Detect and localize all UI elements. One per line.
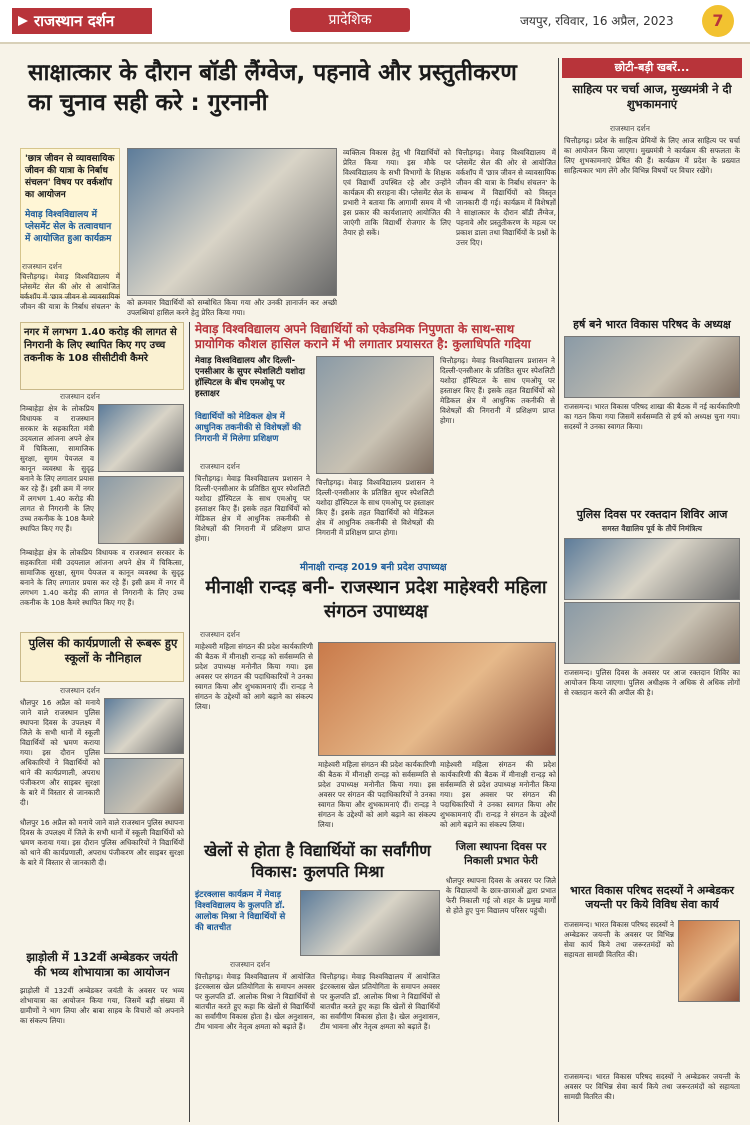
police-body-2: धौलपुर 16 अप्रैल को मनाये जाने वाले राजस्थान पुलिस स्थापना दिवस के उपलक्ष्य में जिले के सभी थानों में स्कूली विद्यार्थियों को भ्रमण कराया गया। इस दौरान पुलिस अधिकारियों ने विद्यार्थियों को थाने की कार्यप्रणाली, अपराध पंजीकरण और साइबर सुरक्षा के बारे में विस्तार से जानकारी दी। — [20, 818, 184, 867]
sports-byline: राजस्थान दर्शन — [230, 960, 270, 969]
sidebar-item4-body2: राजसमन्द। भारत विकास परिषद सदस्यों ने अम्बेडकर जयन्ती के अवसर पर विभिन्न सेवा कार्य किये तथा जरूरतमंदों को सहायता सामग्री वितरित की। — [564, 1072, 740, 1101]
police-photo-1 — [104, 698, 184, 754]
mahila-kicker: मीनाक्षी रान्दड़ 2019 बनी प्रदेश उपाध्यक्ष — [300, 562, 447, 573]
sidebar-item2-body: राजसमन्द। भारत विकास परिषद शाखा की बैठक में नई कार्यकारिणी का गठन किया गया जिसमें सर्वसम्मति से हर्ष को अध्यक्ष चुना गया। सदस्यों ने उनका स्वागत किया। — [564, 402, 740, 431]
police-photo-2 — [104, 758, 184, 814]
police-byline: राजस्थान दर्शन — [60, 686, 100, 695]
mewar-body-3: चित्तौड़गढ़। मेवाड़ विश्वविद्यालय प्रशासन ने दिल्ली-एनसीआर के प्रतिष्ठित सुपर स्पेशलिटी यशोदा हॉस्पिटल के साथ एमओयू पर हस्ताक्षर किए हैं। इसके तहत विद्यार्थियों को मेडिकल क्षेत्र में आधुनिक तकनीकी से विशेषज्ञों की निगरानी में प्रशिक्षण प्राप्त होगा। — [440, 356, 555, 425]
cctv-photo-1 — [98, 404, 184, 472]
lead-headline: साक्षात्कार के दौरान बॉडी लैंग्वेज, पहनावे और प्रस्तुतीकरण का चुनाव सही करे : गुरनानी — [28, 60, 517, 116]
lead-deck: 'छात्र जीवन से व्यावसायिक जीवन की यात्रा के निर्बाध संचलन' विषय पर वर्कशॉप का आयोजन — [25, 154, 115, 200]
mewar-body-2: चित्तौड़गढ़। मेवाड़ विश्वविद्यालय प्रशासन ने दिल्ली-एनसीआर के प्रतिष्ठित सुपर स्पेशलिटी यशोदा हॉस्पिटल के साथ एमओयू पर हस्ताक्षर किए हैं। इसके तहत विद्यार्थियों को मेडिकल क्षेत्र में आधुनिक तकनीकी से विशेषज्ञों की निगरानी में प्रशिक्षण प्राप्त होगा। — [316, 478, 434, 537]
sidebar-item3-body: राजसमन्द। पुलिस दिवस के अवसर पर आज रक्तदान शिविर का आयोजन किया जाएगा। पुलिस अधीक्षक ने अधिक से अधिक लोगों से रक्तदान करने की अपील की है। — [564, 668, 740, 697]
mewar-byline: राजस्थान दर्शन — [200, 462, 240, 471]
lead-subdeck: मेवाड़ विश्वविद्यालय में प्लेसमेंट सेल के तत्वावधान में आयोजित हुआ कार्यक्रम — [25, 210, 112, 244]
sidebar-item2-headline: हर्ष बने भारत विकास परिषद के अध्यक्ष — [573, 318, 731, 331]
mahila-body-3: माहेश्वरी महिला संगठन की प्रदेश कार्यकारिणी की बैठक में मीनाक्षी रान्दड़ को सर्वसम्मति से प्रदेश उपाध्यक्ष मनोनीत किया गया। इस अवसर पर संगठन की पदाधिकारियों ने उनका स्वागत किया और शुभकामनाएं दीं। रान्दड़ ने संगठन के उद्देश्यों को आगे बढ़ाने का संकल्प लिया। — [440, 760, 556, 829]
sidebar-item3-photo2 — [564, 602, 740, 664]
lead-body-2: व्यक्तित्व विकास हेतु भी विद्यार्थियों को प्रेरित किया गया। इस मौके पर विश्वविद्यालय के सभी विभागों के शिक्षक एवं विद्यार्थी उपस्थित रहे और उन्होंने कार्यक्रम की सराहना की। प्लेसमेंट सेल के प्रभारी ने बताया कि आगामी समय में भी इस प्रकार की कार्यशालाएं आयोजित की जाएंगी ताकि विद्यार्थी रोजगार के लिए तैयार हो सकें। — [343, 148, 451, 237]
mewar-deck: मेवाड़ विश्वविद्यालय और दिल्ली-एनसीआर के सुपर स्पेशलिटी यशोदा हॉस्पिटल के बीच एमओयू पर हस्ताक्षर — [195, 356, 305, 399]
lead-byline: राजस्थान दर्शन — [22, 262, 62, 271]
lead-caption: को क्रमवार विद्यार्थियों को सम्बोधित किया गया और उनकी ज्ञानार्जन कर अच्छी उपलब्धियां हासिल करने हेतु प्रेरित किया गया। — [127, 298, 337, 317]
sidebar-item4-photo — [678, 920, 740, 1002]
dateline: जयपुर, रविवार, 16 अप्रैल, 2023 — [520, 14, 674, 28]
cctv-photo-2 — [98, 476, 184, 544]
lead-photo — [127, 148, 337, 296]
sports-photo — [300, 890, 440, 956]
sidebar-item3-headline: पुलिस दिवस पर रक्तदान शिविर आज — [576, 508, 728, 521]
ambedkar-body: झाड़ोली में 132वीं अम्बेडकर जयंती के अवसर पर भव्य शोभायात्रा का आयोजन किया गया, जिसमें बड़ी संख्या में ग्रामीणों ने भाग लिया और बाबा साहब के विचारों को अपनाने का संकल्प लिया। — [20, 986, 184, 1025]
sports-body-2: चित्तौड़गढ़। मेवाड़ विश्वविद्यालय में आयोजित इंटरक्लास खेल प्रतियोगिता के समापन अवसर पर कुलपति डॉ. आलोक मिश्रा ने विद्यार्थियों से बातचीत करते हुए कहा कि खेलों से विद्यार्थियों का सर्वांगीण विकास होता है। खेल अनुशासन, टीम भावना और नेतृत्व क्षमता को बढ़ाते हैं। — [320, 972, 440, 1031]
mewar-headline: मेवाड़ विश्वविद्यालय अपने विद्यार्थियों को एकेडमिक निपुणता के साथ-साथ प्रायोगिक कौशल हासिल कराने में भी लगातार प्रयासरत है: कुलाधिपति गदिया — [195, 322, 531, 351]
cctv-body-2: निम्बाहेड़ा क्षेत्र के लोकप्रिय विधायक व राजस्थान सरकार के सहकारिता मंत्री उदयलाल आंजना अपने क्षेत्र में चिकित्सा, सामाजिक सुरक्षा, सुगम पेयजल व कानून व्यवस्था के सुदृढ़ बनाने के लिए लगातार प्रयास कर रहे हैं। इसी क्रम में नगर में लगभग 1.40 करोड़ की लागत से निगरानी के लिए उच्च तकनीक के 108 कैमरे स्थापित किए गए हैं। — [20, 548, 184, 607]
district-headline: जिला स्थापना दिवस पर निकाली प्रभात फेरी — [455, 841, 547, 867]
sports-headline: खेलों से होता है विद्यार्थियों का सर्वांगीण विकास: कुलपति मिश्रा — [204, 841, 431, 881]
mahila-headline: मीनाक्षी रान्दड़ बनी- राजस्थान प्रदेश माहेश्वरी महिला संगठन उपाध्यक्ष — [205, 577, 547, 622]
sidebar-item1-byline: राजस्थान दर्शन — [610, 124, 650, 133]
sidebar-item1-headline: साहित्य पर चर्चा आज, मुख्यमंत्री ने दी शुभकामनाएं — [572, 82, 732, 111]
sidebar-item1-body: चित्तौड़गढ़। प्रदेश के साहित्य प्रेमियों के लिए आज साहित्य पर चर्चा का आयोजन किया जाएगा। मुख्यमंत्री ने कार्यक्रम की सफलता के लिए शुभकामनाएं प्रेषित की हैं। कार्यक्रम में प्रदेश के प्रख्यात साहित्यकार भाग लेंगे और विभिन्न विषयों पर विचार रखेंगे। — [564, 136, 740, 175]
mewar-body-1: चित्तौड़गढ़। मेवाड़ विश्वविद्यालय प्रशासन ने दिल्ली-एनसीआर के प्रतिष्ठित सुपर स्पेशलिटी यशोदा हॉस्पिटल के साथ एमओयू पर हस्ताक्षर किए हैं। इसके तहत विद्यार्थियों को मेडिकल क्षेत्र में आधुनिक तकनीकी से विशेषज्ञों की निगरानी में प्रशिक्षण प्राप्त होगा। — [195, 474, 310, 543]
sports-body-1: चित्तौड़गढ़। मेवाड़ विश्वविद्यालय में आयोजित इंटरक्लास खेल प्रतियोगिता के समापन अवसर पर कुलपति डॉ. आलोक मिश्रा ने विद्यार्थियों से बातचीत करते हुए कहा कि खेलों से विद्यार्थियों का सर्वांगीण विकास होता है। खेल अनुशासन, टीम भावना और नेतृत्व क्षमता को बढ़ाते हैं। — [195, 972, 315, 1031]
sidebar-title: छोटी-बड़ी खबरें... — [562, 58, 742, 78]
column-rule — [558, 58, 559, 1122]
sports-deck: इंटरक्लास कार्यक्रम में मेवाड़ विश्वविद्यालय के कुलपति डॉ. आलोक मिश्रा ने विद्यार्थियों से की बातचीत — [195, 890, 286, 933]
column-rule — [189, 322, 190, 1122]
sidebar-item2-photo — [564, 336, 740, 398]
sidebar-item4-headline: भारत विकास परिषद सदस्यों ने अम्बेडकर जयन्ती पर किये विविध सेवा कार्य — [570, 884, 734, 911]
cctv-headline: नगर में लगभग 1.40 करोड़ की लागत से निगरानी के लिए स्थापित किए गए उच्च तकनीक के 108 सीसीटीवी कैमरे — [24, 327, 177, 364]
masthead: राजस्थान दर्शन — [12, 8, 152, 34]
lead-body-1: चित्तौड़गढ़। मेवाड़ विश्वविद्यालय में प्लेसमेंट सेल की ओर से आयोजित वर्कशॉप में 'छात्र जीवन से व्यावसायिक जीवन की यात्रा के निर्बाध संचलन' के — [20, 272, 120, 311]
cctv-body: निम्बाहेड़ा क्षेत्र के लोकप्रिय विधायक व राजस्थान सरकार के सहकारिता मंत्री उदयलाल आंजना अपने क्षेत्र में चिकित्सा, सामाजिक सुरक्षा, सुगम पेयजल व कानून व्यवस्था के सुदृढ़ बनाने के लिए लगातार प्रयास कर रहे हैं। इसी क्रम में नगर में लगभग 1.40 करोड़ की लागत से निगरानी के लिए उच्च तकनीक के 108 कैमरे स्थापित किए गए हैं। — [20, 404, 94, 533]
mahila-photo — [318, 642, 556, 756]
ambedkar-headline: झाड़ोली में 132वीं अम्बेडकर जयंती की भव्य शोभायात्रा का आयोजन — [26, 950, 178, 979]
cctv-byline: राजस्थान दर्शन — [60, 392, 100, 401]
sidebar-item3-deck: समस्त वैद्यालिय पूर्व के तौपें निमंत्रित्य — [602, 524, 702, 533]
sidebar-item3-photo — [564, 538, 740, 600]
mahila-body-1: माहेश्वरी महिला संगठन की प्रदेश कार्यकारिणी की बैठक में मीनाक्षी रान्दड़ को सर्वसम्मति से प्रदेश उपाध्यक्ष मनोनीत किया गया। इस अवसर पर संगठन की पदाधिकारियों ने उनका स्वागत किया और शुभकामनाएं दीं। रान्दड़ ने संगठन के उद्देश्यों को आगे बढ़ाने का संकल्प लिया। — [195, 642, 313, 711]
lead-body-3: चित्तौड़गढ़। मेवाड़ विश्वविद्यालय में प्लेसमेंट सेल की ओर से आयोजित वर्कशॉप में 'छात्र जीवन से व्यावसायिक जीवन की यात्रा के निर्बाध संचलन' के सम्बन्ध में विद्यार्थियों को विस्तृत जानकारी दी गई। कार्यक्रम में विशेषज्ञों ने साक्षात्कार के दौरान बॉडी लैंग्वेज, पहनावे और प्रस्तुतीकरण के महत्व पर प्रकाश डाला तथा विद्यार्थियों के प्रश्नों के उत्तर दिए। — [456, 148, 556, 247]
section-label: प्रादेशिक — [290, 8, 410, 32]
police-body-1: धौलपुर 16 अप्रैल को मनाये जाने वाले राजस्थान पुलिस स्थापना दिवस के उपलक्ष्य में जिले के सभी थानों में स्कूली विद्यार्थियों को भ्रमण कराया गया। इस दौरान पुलिस अधिकारियों ने विद्यार्थियों को थाने की कार्यप्रणाली, अपराध पंजीकरण और साइबर सुरक्षा के बारे में विस्तार से जानकारी दी। — [20, 698, 100, 807]
mewar-photo — [316, 356, 434, 474]
district-body: धौलपुर स्थापना दिवस के अवसर पर जिले के विद्यालयों के छात्र-छात्राओं द्वारा प्रभात फेरी निकाली गई जो शहर के प्रमुख मार्गों से होते हुए पुनः विद्यालय परिसर पहुंची। — [446, 876, 556, 915]
mahila-byline: राजस्थान दर्शन — [200, 630, 240, 639]
mahila-body-2: माहेश्वरी महिला संगठन की प्रदेश कार्यकारिणी की बैठक में मीनाक्षी रान्दड़ को सर्वसम्मति से प्रदेश उपाध्यक्ष मनोनीत किया गया। इस अवसर पर संगठन की पदाधिकारियों ने उनका स्वागत किया और शुभकामनाएं दीं। रान्दड़ ने संगठन के उद्देश्यों को आगे बढ़ाने का संकल्प लिया। — [318, 760, 436, 829]
page-number: 7 — [702, 5, 734, 37]
police-headline: पुलिस की कार्यप्रणाली से रूबरू हुए स्कूलों के नौनिहाल — [28, 636, 178, 665]
sidebar-item4-body: राजसमन्द। भारत विकास परिषद सदस्यों ने अम्बेडकर जयन्ती के अवसर पर विभिन्न सेवा कार्य किये तथा जरूरतमंदों को सहायता सामग्री वितरित की। — [564, 920, 674, 959]
mewar-subdeck: विद्यार्थियों को मेडिकल क्षेत्र में आधुनिक तकनीकी से विशेषज्ञों की निगरानी में मिलेगा प्रशिक्षण — [195, 412, 301, 444]
